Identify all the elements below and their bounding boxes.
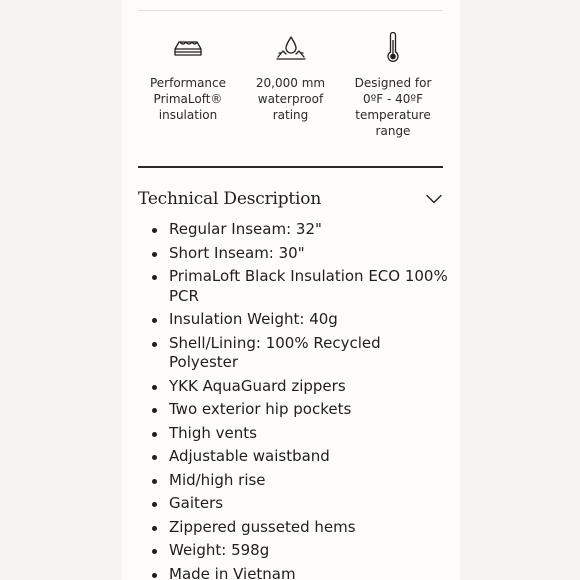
list-item: YKK AquaGuard zippers [150,377,450,397]
list-item: Adjustable waistband [150,447,450,467]
waterproof-drop-icon [273,30,309,66]
list-item: PrimaLoft Black Insulation ECO 100% PCR [150,267,450,306]
list-item: Short Inseam: 30" [150,244,450,264]
list-item: Two exterior hip pockets [150,400,450,420]
technical-description-toggle[interactable] [138,186,443,212]
feature-waterproof [241,30,341,139]
layered-insulation-icon [170,30,206,66]
feature-insulation [138,30,238,139]
list-item: Mid/high rise [150,471,450,491]
feature-icons-row [138,30,443,139]
technical-description-title: Technical Description [138,189,322,209]
list-item: Made in Vietnam [150,565,450,580]
section-divider [138,166,443,168]
feature-temperature-label: Designed for 0ºF - 40ºF temperature range [354,76,432,138]
list-item: Regular Inseam: 32" [150,220,450,240]
top-divider [138,10,443,11]
list-item: Thigh vents [150,424,450,444]
list-item: Insulation Weight: 40g [150,310,450,330]
feature-insulation-label: Performance PrimaLoft® insulation [149,76,227,122]
feature-waterproof-label: 20,000 mm waterproof rating [255,76,326,122]
list-item: Weight: 598g [150,541,450,561]
feature-temperature [343,30,443,139]
chevron-down-icon[interactable] [425,190,443,208]
list-item: Zippered gusseted hems [150,518,450,538]
thermometer-icon [375,30,411,66]
list-item: Shell/Lining: 100% Recycled Polyester [150,334,450,373]
technical-description-list [150,220,450,580]
list-item: Gaiters [150,494,450,514]
